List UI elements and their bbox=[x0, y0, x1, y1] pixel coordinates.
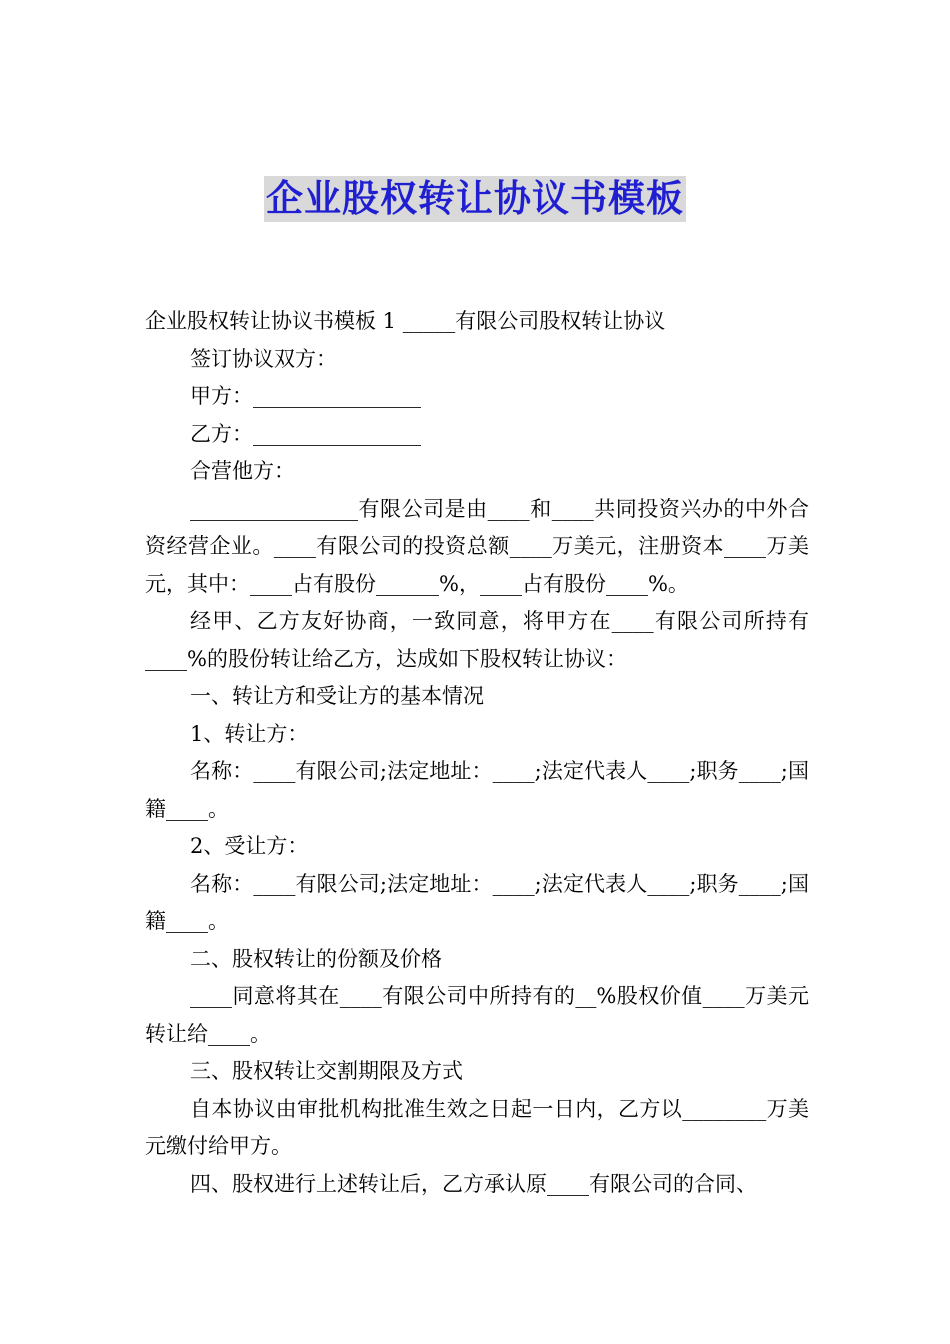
paragraph-party-b: 乙方：________________ bbox=[190, 421, 421, 446]
paragraph-party-a: 甲方：________________ bbox=[190, 384, 421, 408]
document-body bbox=[145, 303, 809, 1203]
heading-transferee: 2、受让方： bbox=[190, 834, 309, 858]
document-title: 企业股权转让协议书模板 bbox=[266, 177, 684, 220]
paragraph-section-4: 四、股权进行上述转让后，乙方承认原____有限公司的合同、 bbox=[190, 1171, 757, 1196]
paragraph-agreement-basis: 经甲、乙方友好协商，一致同意，将甲方在____有限公司所持有____%的股份转让给乙方，达成如下股权转让协议： bbox=[145, 609, 809, 671]
paragraph-share-price: ____同意将其在____有限公司中所持有的__%股权价值____万美元转让给____。 bbox=[145, 984, 809, 1046]
paragraph-payment-terms: 自本协议由审批机构批准生效之日起一日内，乙方以________万美元缴付给甲方。 bbox=[145, 1096, 809, 1158]
paragraph-transferee-details: 名称：____有限公司;法定地址：____;法定代表人____;职务____;国籍____。 bbox=[145, 871, 809, 933]
paragraph-jv-other-party: 合营他方： bbox=[190, 459, 295, 483]
heading-section-2: 二、股权转让的份额及价格 bbox=[190, 946, 442, 971]
paragraph-transferor-details: 名称：____有限公司;法定地址：____;法定代表人____;职务____;国籍____。 bbox=[145, 759, 809, 821]
heading-section-3: 三、股权转让交割期限及方式 bbox=[190, 1059, 463, 1083]
paragraph-company-intro: ________________有限公司是由____和____共同投资兴办的中外合资经营企业。____有限公司的投资总额____万美元，注册资本____万美元，其中：____占有股份______%，____占有股份____%。 bbox=[145, 496, 809, 596]
paragraph-signing-parties: 签订协议双方： bbox=[190, 346, 337, 371]
paragraph-intro: 企业股权转让协议书模板 1 _____有限公司股权转让协议 bbox=[145, 309, 666, 333]
heading-transferor: 1、转让方： bbox=[190, 721, 309, 746]
title-container bbox=[0, 176, 950, 222]
heading-section-1: 一、转让方和受让方的基本情况 bbox=[190, 684, 484, 708]
